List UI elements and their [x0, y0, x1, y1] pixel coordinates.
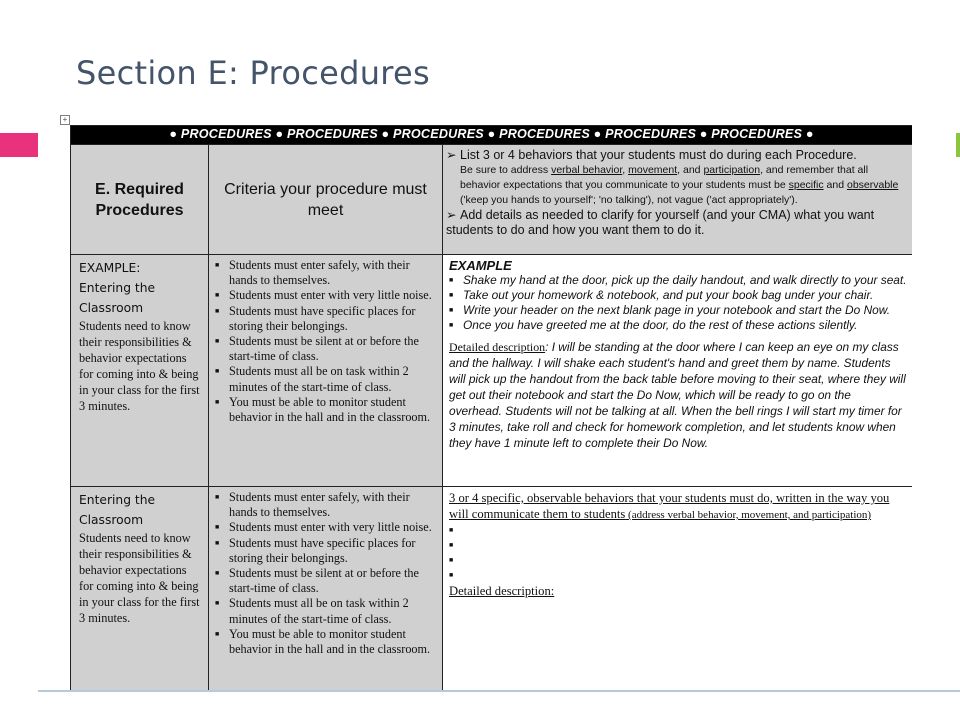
square-bullet-icon: ■ [449, 277, 454, 284]
example-title: EXAMPLE [449, 258, 512, 273]
instruction-line-2: Be sure to address verbal behavior, movement, and participation, and remember that all behavior expectations that you communicate to your students must be specific and observable ('keep you hands to yourself'; 'no talking'), not vague ('act appropriately'). [460, 164, 899, 206]
square-bullet-icon: ■ [215, 629, 220, 638]
detailed-description-label: Detailed description: [449, 584, 555, 598]
header-instructions [443, 145, 913, 255]
square-bullet-icon: ■ [215, 306, 220, 315]
example-procedure-cell [71, 255, 209, 487]
pink-accent-bar [0, 133, 38, 157]
example-procedure-description: Students need to know their responsibilities & behavior expectations for coming into & being in your class for the first 3 minutes. [79, 319, 200, 413]
arrow-bullet-icon: ➢ [446, 148, 457, 162]
empty-bullet: ■ [449, 556, 454, 564]
table-move-handle-icon[interactable]: + [60, 115, 70, 125]
square-bullet-icon: ■ [215, 538, 220, 547]
example-detailed-description: Detailed description: I will be standing at the door where I can keep an eye on my class and the hallway. I will shake each student's hand and greet them by name. Students will pick up the handout from the back table before moving to their seat, where they will get out their notebook and start the Do Now, which will be ready to go on the overhead. Students will not be talking at all. When the bell rings I will start my timer for 3 minutes, take roll and check for homework completion, and let students know when they have 1 minute left to complete their Do Now. [449, 340, 906, 450]
example-item: ■ Take out your homework & notebook, and put your book bag under your chair. [449, 288, 874, 302]
procedure-label: Entering the Classroom [79, 493, 156, 527]
bottom-divider [38, 690, 960, 692]
square-bullet-icon: ■ [449, 322, 454, 329]
square-bullet-icon: ■ [215, 337, 220, 346]
criteria-item: ■ Students must be silent at or before the start-time of class. [215, 566, 419, 596]
criteria-cell [209, 487, 443, 693]
entry-instruction: 3 or 4 specific, observable behaviors that your students must do, written in the way you will communicate them to students (address verbal behavior, movement, and participation) [449, 491, 890, 521]
header-criteria: Criteria your procedure must meet [209, 145, 443, 255]
procedures-banner: ● PROCEDURES ● PROCEDURES ● PROCEDURES ● PROCEDURES ● PROCEDURES ● PROCEDURES ● [71, 126, 913, 145]
criteria-item: ■ Students must enter safely, with their hands to themselves. [215, 490, 410, 520]
square-bullet-icon: ■ [449, 307, 454, 314]
example-prefix: EXAMPLE: [79, 261, 141, 275]
behaviors-entry-cell[interactable] [443, 487, 913, 693]
square-bullet-icon: ■ [215, 523, 220, 532]
procedures-table [70, 125, 912, 692]
square-bullet-icon: ■ [215, 493, 220, 501]
example-procedure-label: Entering the Classroom [79, 281, 156, 315]
empty-bullet: ■ [449, 526, 454, 534]
empty-bullet: ■ [449, 541, 454, 549]
example-behaviors-cell [443, 255, 913, 487]
square-bullet-icon: ■ [449, 292, 454, 299]
criteria-item: ■ Students must have specific places for storing their belongings. [215, 303, 416, 333]
square-bullet-icon: ■ [215, 291, 220, 300]
criteria-item: ■ Students must enter safely, with their hands to themselves. [215, 258, 410, 288]
instruction-line-1: ➢ List 3 or 4 behaviors that your students must do during each Procedure. [446, 148, 857, 162]
square-bullet-icon: ■ [215, 569, 220, 578]
empty-bullet: ■ [449, 571, 454, 579]
criteria-item: ■ Students must have specific places for storing their belongings. [215, 535, 416, 565]
example-item: ■ Write your header on the next blank page in your notebook and start the Do Now. [449, 303, 890, 317]
slide-title: Section E: Procedures [76, 54, 430, 92]
example-item: ■ Once you have greeted me at the door, do the rest of these actions silently. [449, 318, 858, 332]
square-bullet-icon: ■ [215, 397, 220, 406]
green-accent-bar [956, 133, 960, 157]
example-item: ■ Shake my hand at the door, pick up the daily handout, and walk directly to your seat. [449, 273, 907, 287]
instruction-line-3: ➢ Add details as needed to clarify for yourself (and your CMA) what you want students to do and how you want them to do it. [446, 208, 875, 237]
criteria-item: ■ Students must enter with very little noise. [215, 288, 432, 303]
criteria-item: ■ Students must enter with very little noise. [215, 520, 432, 535]
arrow-bullet-icon: ➢ [446, 208, 457, 222]
criteria-item: ■ Students must all be on task within 2 minutes of the start-time of class. [215, 364, 409, 394]
procedure-cell [71, 487, 209, 693]
example-criteria-cell [209, 255, 443, 487]
square-bullet-icon: ■ [215, 367, 220, 376]
criteria-item: ■ You must be able to monitor student behavior in the hall and in the classroom. [215, 394, 431, 425]
procedure-description: Students need to know their responsibilities & behavior expectations for coming into & being in your class for the first 3 minutes. [79, 531, 200, 625]
procedures-table-image [70, 125, 912, 692]
header-required-procedures: E. Required Procedures [71, 145, 209, 255]
square-bullet-icon: ■ [215, 599, 220, 608]
criteria-item: ■ Students must be silent at or before the start-time of class. [215, 334, 419, 364]
criteria-item: ■ Students must all be on task within 2 minutes of the start-time of class. [215, 596, 409, 626]
square-bullet-icon: ■ [215, 261, 220, 269]
criteria-item: ■ You must be able to monitor student behavior in the hall and in the classroom. [215, 626, 431, 657]
